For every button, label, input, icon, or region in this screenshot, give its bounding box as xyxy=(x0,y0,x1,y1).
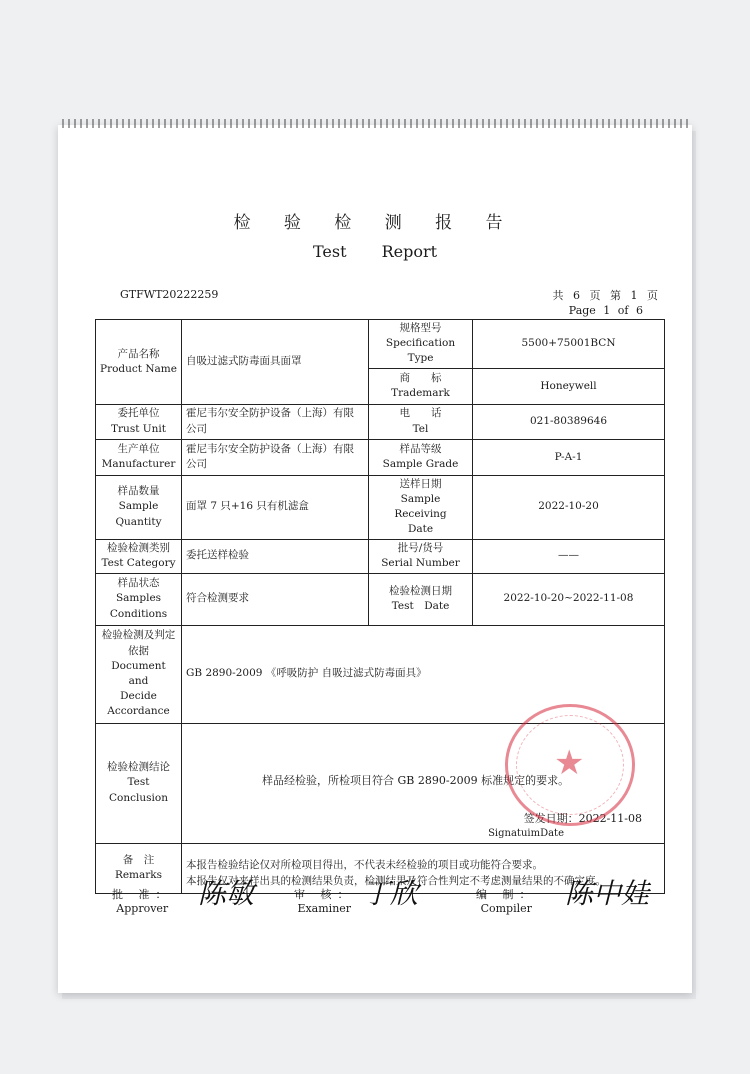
trust-unit-label: 委托单位 Trust Unit xyxy=(96,404,182,439)
examiner-signature: 丁欣 xyxy=(362,877,419,910)
table-row xyxy=(96,539,665,573)
remarks-value: 本报告检验结论仅对所检项目得出，不代表未经检验的项目或功能符合要求。 本报告仅对来样出具的检测结果负责，检测结果及符合性判定不考虑测量结果的不确定度。 xyxy=(182,843,665,893)
status-label: 样品状态 Samples Conditions xyxy=(96,573,182,625)
report-title-en: Test Report xyxy=(312,242,438,261)
product-label: 产品名称 Product Name xyxy=(96,320,182,405)
table-row xyxy=(96,439,665,475)
table-row xyxy=(96,320,665,369)
category-value: 委托送样检验 xyxy=(182,539,369,573)
tel-value: 021-80389646 xyxy=(473,404,665,439)
official-stamp: ★ xyxy=(505,704,635,826)
sign-date: 签发日期：2022-11-08 xyxy=(523,812,642,826)
page-info-cn: 共 6 页 第 1 页 xyxy=(552,289,658,302)
quantity-label: 样品数量 Sample Quantity xyxy=(96,475,182,539)
trademark-label: 商 标 Trademark xyxy=(369,368,473,404)
manufacturer-label: 生产单位 Manufacturer xyxy=(96,439,182,475)
manufacturer-value: 霍尼韦尔安全防护设备（上海）有限公司 xyxy=(182,439,369,475)
approver-signature: 陈敏 xyxy=(198,877,255,910)
conclusion-text: 样品经检验，所检项目符合 GB 2890-2009 标准规定的要求。 xyxy=(262,774,570,788)
serial-value: —— xyxy=(473,539,665,573)
document-label: 检验检测及判定依据 Document and Decide Accordance xyxy=(96,625,182,723)
status-value: 符合检测要求 xyxy=(182,573,369,625)
trademark-value: Honeywell xyxy=(473,368,665,404)
spec-value: 5500+75001BCN xyxy=(473,320,665,369)
tel-label: 电 话 Tel xyxy=(369,404,473,439)
conclusion-label: 检验检测结论 Test Conclusion xyxy=(96,723,182,843)
compiler-label: 编 制： Compiler xyxy=(476,888,537,915)
report-title-cn: 检 验 检 测 报 告 xyxy=(233,213,517,233)
remarks-label: 备 注 Remarks xyxy=(96,843,182,893)
spec-label: 规格型号 Specification Type xyxy=(369,320,473,369)
receiving-label: 送样日期 Sample Receiving Date xyxy=(369,475,473,539)
page-info-en: Page 1 of 6 xyxy=(568,304,643,317)
grade-label: 样品等级 Sample Grade xyxy=(369,439,473,475)
test-date-value: 2022-10-20~2022-11-08 xyxy=(473,573,665,625)
report-number: GTFWT20222259 xyxy=(120,288,219,301)
approver-label: 批 准： Approver xyxy=(112,888,173,915)
table-row xyxy=(96,404,665,439)
trust-unit-value: 霍尼韦尔安全防护设备（上海）有限公司 xyxy=(182,404,369,439)
category-label: 检验检测类别 Test Category xyxy=(96,539,182,573)
product-value: 自吸过滤式防毒面具面罩 xyxy=(182,320,369,405)
receiving-value: 2022-10-20 xyxy=(473,475,665,539)
quantity-value: 面罩 7 只+16 只有机滤盒 xyxy=(182,475,369,539)
table-row xyxy=(96,475,665,539)
serial-label: 批号/货号 Serial Number xyxy=(369,539,473,573)
document-value: GB 2890-2009 《呼吸防护 自吸过滤式防毒面具》 xyxy=(182,625,665,723)
spiral-binding xyxy=(62,119,688,128)
table-row xyxy=(96,573,665,625)
sign-date-en: SignatuimDate xyxy=(488,828,564,840)
compiler-signature: 陈中娃 xyxy=(565,877,650,910)
examiner-label: 审 核： Examiner xyxy=(294,888,355,915)
grade-value: P-A-1 xyxy=(473,439,665,475)
test-date-label: 检验检测日期 Test Date xyxy=(369,573,473,625)
